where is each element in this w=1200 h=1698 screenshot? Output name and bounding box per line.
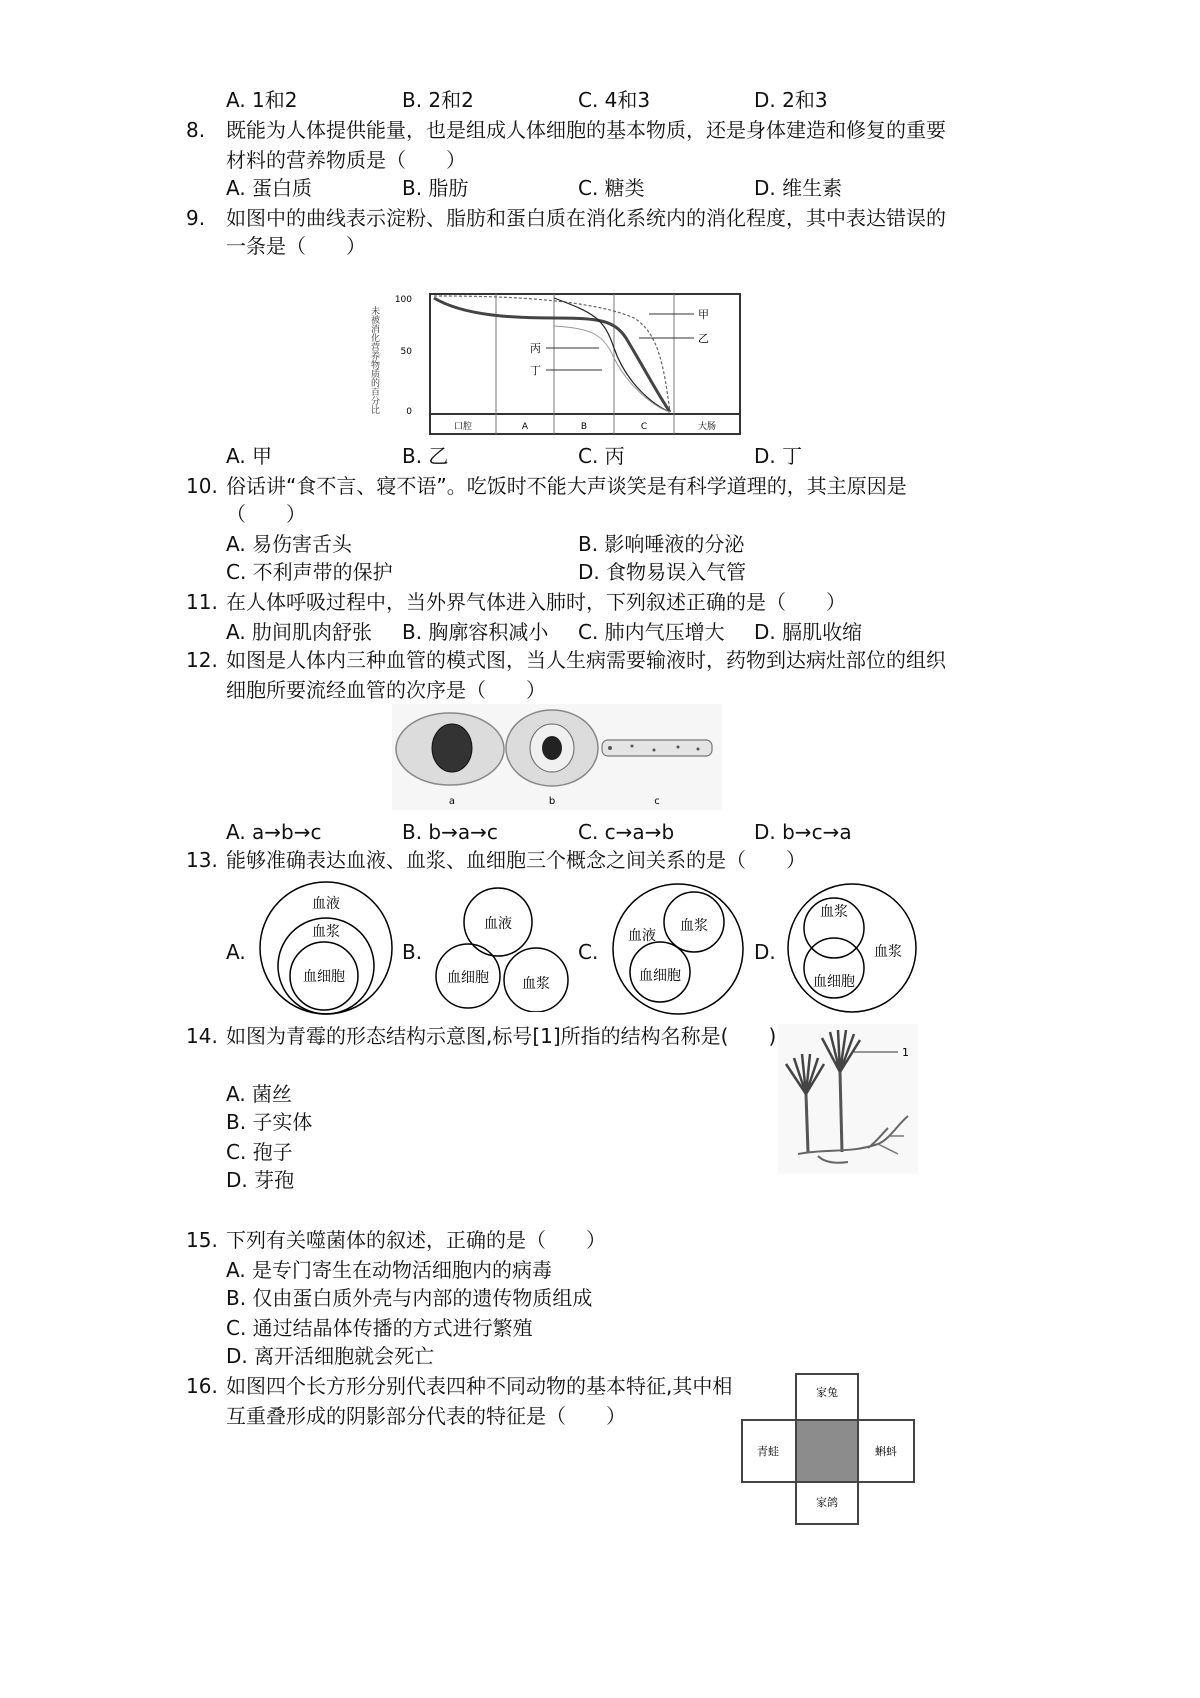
q8-option-b: B. 脂肪 — [402, 176, 469, 200]
q13-option-a-letter: A. — [226, 940, 246, 964]
q12-stem-line2: 细胞所要流经血管的次序是（ ） — [226, 678, 546, 702]
ytick-0: 0 — [406, 407, 412, 417]
q11-stem-line1: 在人体呼吸过程中，当外界气体进入肺时，下列叙述正确的是（ ） — [226, 590, 846, 614]
vessel-b-lumen — [542, 736, 562, 760]
q7-option-d: D. 2和3 — [754, 88, 828, 112]
q12-stem-line1: 如图是人体内三种血管的模式图，当人生病需要输液时，药物到达病灶部位的组织 — [226, 648, 946, 672]
q12-option-d: D. b→c→a — [754, 820, 852, 844]
label-blood-cell: 血细胞 — [447, 970, 489, 986]
q14-number: 14. — [186, 1024, 218, 1048]
q9-option-b: B. 乙 — [402, 444, 449, 468]
q14-option-b: B. 子实体 — [226, 1110, 313, 1134]
q8-stem-line1: 既能为人体提供能量，也是组成人体细胞的基本物质，还是身体建造和修复的重要 — [226, 118, 946, 142]
label-blood: 血液 — [312, 896, 340, 912]
q10-option-c: C. 不利声带的保护 — [226, 560, 393, 584]
q11-option-a: A. 肋间肌肉舒张 — [226, 620, 373, 644]
xtick-c: C — [640, 422, 648, 432]
label-bing: 丙 — [530, 342, 541, 355]
q13-option-b-letter: B. — [402, 940, 423, 964]
q12-number: 12. — [186, 648, 218, 672]
q11-option-d: D. 膈肌收缩 — [754, 620, 863, 644]
label-jia: 甲 — [698, 308, 709, 321]
q10-option-d: D. 食物易误入气管 — [578, 560, 747, 584]
q12-option-c: C. c→a→b — [578, 820, 675, 844]
q9-option-c: C. 丙 — [578, 444, 625, 468]
q13-diagram-c — [610, 882, 746, 1016]
xtick-mouth: 口腔 — [453, 422, 473, 432]
blood-vessels-figure — [392, 704, 722, 810]
q12-option-a: A. a→b→c — [226, 820, 322, 844]
q8-number: 8. — [186, 118, 206, 142]
q15-option-a: A. 是专门寄生在动物活细胞内的病毒 — [226, 1258, 553, 1282]
q13-diagram-d — [786, 880, 918, 1016]
vessel-c-label: c — [654, 796, 660, 807]
q9-option-d: D. 丁 — [754, 444, 803, 468]
label-blood: 血液 — [628, 928, 656, 944]
q13-number: 13. — [186, 848, 218, 872]
q7-option-b: B. 2和2 — [402, 88, 474, 112]
q10-option-a: A. 易伤害舌头 — [226, 532, 353, 556]
label-frog: 青蛙 — [757, 1445, 779, 1458]
q7-option-a: A. 1和2 — [226, 88, 298, 112]
digestion-curve-figure — [364, 288, 746, 440]
q8-option-a: A. 蛋白质 — [226, 176, 313, 200]
q8-option-d: D. 维生素 — [754, 176, 843, 200]
q7-option-c: C. 4和3 — [578, 88, 651, 112]
vessel-a-lumen — [432, 724, 472, 772]
q8-stem-line2: 材料的营养物质是（ ） — [226, 148, 466, 172]
label-blood-cell: 血细胞 — [303, 969, 345, 985]
q9-stem-line1: 如图中的曲线表示淀粉、脂肪和蛋白质在消化系统内的消化程度，其中表达错误的 — [226, 206, 946, 230]
q11-option-c: C. 肺内气压增大 — [578, 620, 725, 644]
label-plasma: 血浆 — [522, 976, 550, 992]
q10-number: 10. — [186, 474, 218, 498]
penicillium-figure — [778, 1024, 918, 1174]
q13-option-c-letter: C. — [578, 940, 599, 964]
label-plasma-right: 血浆 — [874, 944, 902, 960]
label-yi: 乙 — [698, 332, 709, 345]
q13-option-d-letter: D. — [754, 940, 776, 964]
q10-stem-line1: 俗话讲“食不言、寝不语”。吃饭时不能大声谈笑是有科学道理的，其主原因是 — [226, 474, 907, 498]
label-blood-cell: 血细胞 — [813, 974, 855, 990]
q11-number: 11. — [186, 590, 218, 614]
q15-option-c: C. 通过结晶体传播的方式进行繁殖 — [226, 1316, 533, 1340]
label-plasma: 血浆 — [680, 918, 708, 934]
vessel-c-capillary — [602, 740, 712, 756]
q10-option-b: B. 影响唾液的分泌 — [578, 532, 745, 556]
q15-number: 15. — [186, 1228, 218, 1252]
q16-stem-line2: 互重叠形成的阴影部分代表的特征是（ ） — [226, 1404, 626, 1428]
q14-stem-line1: 如图为青霉的形态结构示意图,标号[1]所指的结构名称是( ) — [226, 1024, 777, 1048]
animal-features-figure — [740, 1372, 916, 1530]
q14-option-d: D. 芽孢 — [226, 1168, 295, 1192]
label-tadpole: 蝌蚪 — [875, 1445, 897, 1458]
figure-ylabel: 未被消化营养物质的百分比 — [369, 306, 379, 414]
q15-option-b: B. 仅由蛋白质外壳与内部的遗传物质组成 — [226, 1286, 593, 1310]
q12-option-b: B. b→a→c — [402, 820, 498, 844]
q15-stem-line1: 下列有关噬菌体的叙述，正确的是（ ） — [226, 1228, 606, 1252]
q8-option-c: C. 糖类 — [578, 176, 645, 200]
vessel-b-label: b — [548, 796, 556, 807]
label-rabbit: 家兔 — [816, 1386, 838, 1399]
q16-stem-line1: 如图四个长方形分别代表四种不同动物的基本特征,其中相 — [226, 1374, 733, 1398]
q10-stem-line2: （ ） — [226, 502, 306, 526]
q9-number: 9. — [186, 206, 206, 230]
q11-option-b: B. 胸廓容积减小 — [402, 620, 549, 644]
ytick-100: 100 — [394, 295, 412, 305]
q13-stem-line1: 能够准确表达血液、血浆、血细胞三个概念之间关系的是（ ） — [226, 848, 806, 872]
label-plasma: 血浆 — [312, 924, 340, 940]
label-ding: 丁 — [530, 364, 541, 377]
q13-diagram-a — [258, 880, 394, 1016]
vessel-a-label: a — [448, 796, 456, 807]
ytick-50: 50 — [400, 347, 412, 357]
q14-option-c: C. 孢子 — [226, 1140, 293, 1164]
label-plasma-top: 血浆 — [820, 904, 848, 920]
label-1: 1 — [902, 1046, 909, 1059]
q14-option-a: A. 菌丝 — [226, 1082, 293, 1106]
shaded-overlap — [796, 1420, 858, 1482]
q9-stem-line2: 一条是（ ） — [226, 234, 366, 258]
q15-option-d: D. 离开活细胞就会死亡 — [226, 1344, 435, 1368]
label-blood: 血液 — [484, 916, 512, 932]
xtick-b: B — [580, 422, 588, 432]
q13-diagram-b — [434, 884, 574, 1012]
label-pigeon: 家鸽 — [816, 1496, 838, 1509]
q16-number: 16. — [186, 1374, 218, 1398]
xtick-a: A — [521, 422, 529, 432]
xtick-large-intestine: 大肠 — [697, 422, 717, 432]
q9-option-a: A. 甲 — [226, 444, 273, 468]
label-blood-cell: 血细胞 — [639, 968, 681, 984]
